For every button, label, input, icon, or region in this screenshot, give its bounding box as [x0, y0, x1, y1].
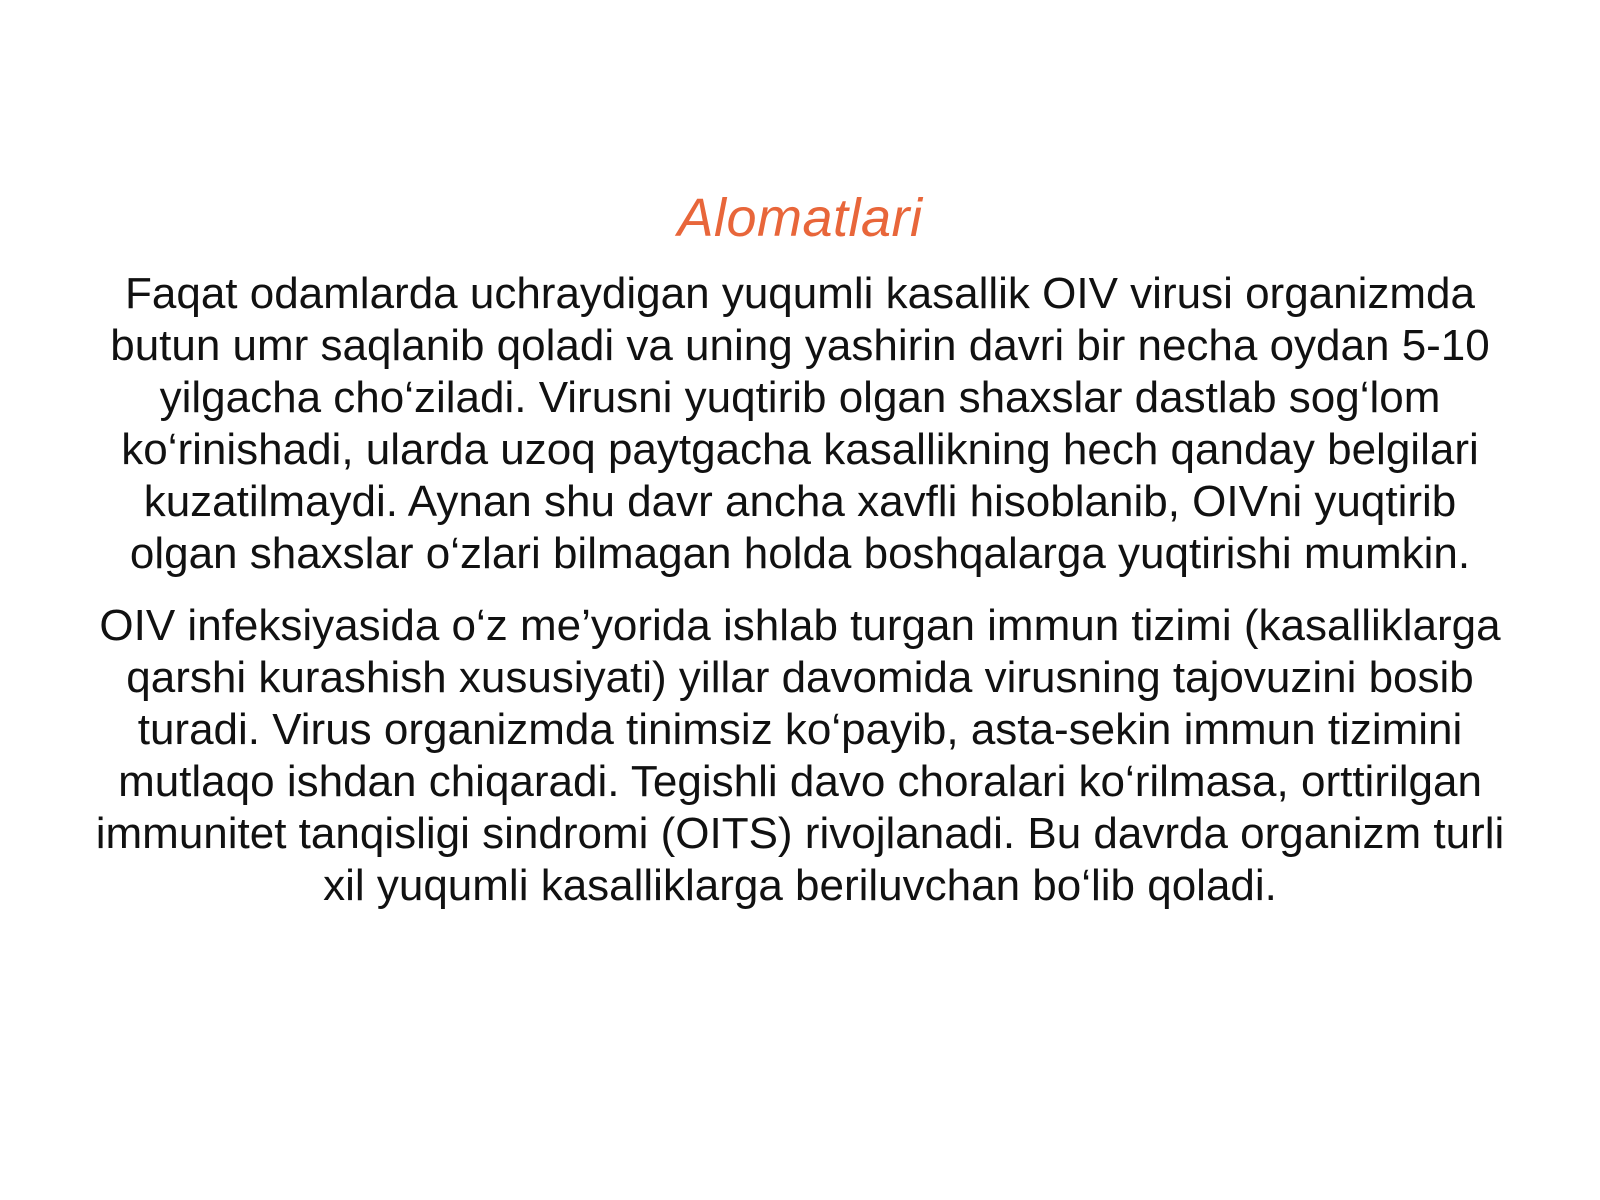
slide-body [90, 268, 1510, 912]
slide-title: Alomatlari [677, 188, 923, 248]
paragraph-2: OIV infeksiyasida o‘z me’yorida ishlab turgan immun tizimi (kasalliklarga qarshi kurashish xususiyati) yillar davomida virusning tajovuzini bosib turadi. Virus organizmda tinimsiz ko‘payib, asta-sekin immun tizimini mutlaqo ishdan chiqaradi. Tegishli davo choralari ko‘rilmasa, orttirilgan immunitet tanqisligi sindromi (OITS) rivojlanadi. Bu davrda organizm turli xil yuqumli kasalliklarga beriluvchan bo‘lib qoladi. [95, 601, 1505, 910]
paragraph-1: Faqat odamlarda uchraydigan yuqumli kasallik OIV virusi organizmda butun umr saqlanib qoladi va uning yashirin davri bir necha oydan 5-10 yilgacha cho‘ziladi. Virusni yuqtirib olgan shaxslar dastlab sog‘lom ko‘rinishadi, ularda uzoq paytgacha kasallikning hech qanday belgilari kuzatilmaydi. Aynan shu davr ancha xavfli hisoblanib, OIVni yuqtirib olgan shaxslar o‘zlari bilmagan holda boshqalarga yuqtirishi mumkin. [110, 269, 1490, 578]
